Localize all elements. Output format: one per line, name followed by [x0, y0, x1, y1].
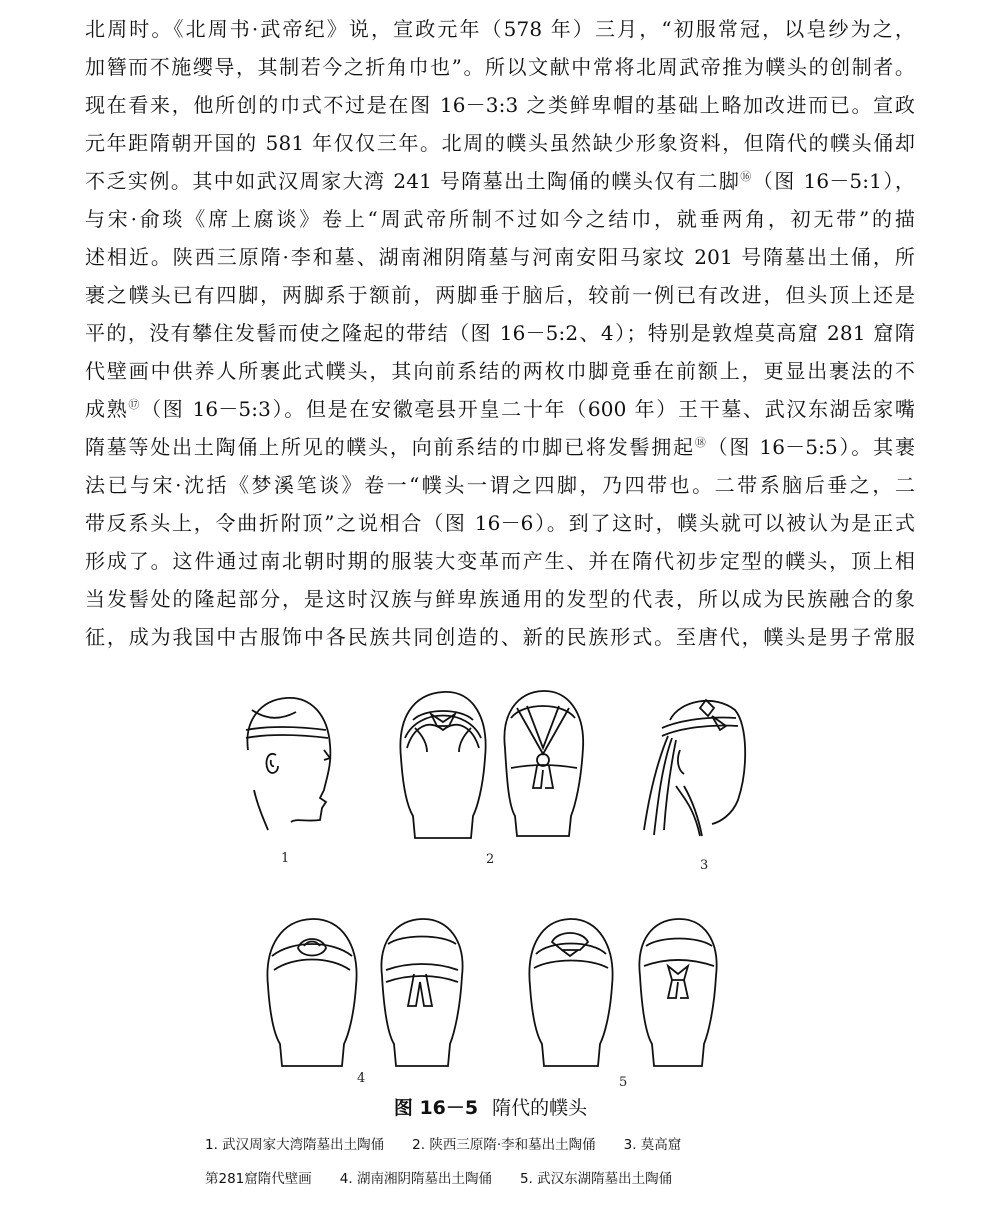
figure-number: 5 [619, 1075, 628, 1090]
text-line: 裹之幞头已有四脚，两脚系于额前，两脚垂于脑后，较前一例已有改进，但头顶上还是 [85, 283, 915, 307]
caption-notes [205, 1167, 700, 1187]
text-line: 征，成为我国中古服饰中各民族共同创造的、新的民族形式。至唐代，幞头是男子常服 [85, 625, 915, 649]
caption-note: 1. 武汉周家大湾隋墓出土陶俑 [205, 1137, 385, 1153]
figure-head-2 [393, 688, 593, 848]
caption-title: 隋代的幞头 [492, 1097, 588, 1119]
caption-notes [205, 1133, 709, 1153]
text-line: 隋墓等处出土陶俑上所见的幞头，向前系结的巾脚已将发髻拥起⑱（图 16－5:5）。其裹 [85, 435, 915, 459]
footnote-ref: ⑱ [694, 436, 708, 449]
figure-number: 1 [281, 851, 290, 866]
caption-note: 第281窟隋代壁画 [205, 1171, 312, 1187]
figure-number: 3 [700, 858, 709, 873]
caption-note: 4. 湖南湘阴隋墓出土陶俑 [339, 1171, 492, 1187]
text-line: 与宋·俞琰《席上腐谈》卷上“周武帝所制不过如今之结巾，就垂两角，初无带”的描 [85, 207, 915, 231]
text-line: 成熟⑰（图 16－5:3）。但是在安徽亳县开皇二十年（600 年）王干墓、武汉东湖岳家嘴 [85, 397, 915, 421]
text-line: 平的，没有攀住发髻而使之隆起的带结（图 16－5:2、4）；特别是敦煌莫高窟 281 窟隋 [85, 321, 915, 345]
figure-head-5 [522, 916, 722, 1071]
footnote-ref: ⑯ [740, 170, 753, 183]
text-line: 现在看来，他所创的巾式不过是在图 16－3:3 之类鲜卑帽的基础上略加改进而已。宣政 [85, 93, 915, 117]
text-line: 法已与宋·沈括《梦溪笔谈》卷一“幞头一谓之四脚，乃四带也。二带系脑后垂之，二 [85, 473, 915, 497]
footnote-ref: ⑰ [128, 398, 142, 411]
caption-note: 3. 莫高窟 [623, 1137, 682, 1153]
figure-head-1 [236, 690, 336, 835]
text-line: 述相近。陕西三原隋·李和墓、湖南湘阴隋墓与河南安阳马家坟 201 号隋墓出土俑，所 [85, 245, 915, 269]
text-line: 代壁画中供养人所裹此式幞头，其向前系结的两枚巾脚竟垂在前额上，更显出裹法的不 [85, 359, 915, 383]
text-line: 不乏实例。其中如武汉周家大湾 241 号隋墓出土陶俑的幞头仅有二脚⑯（图 16－5:1）， [85, 169, 915, 193]
figure-head-3 [640, 690, 750, 840]
figure-caption [0, 1093, 981, 1120]
text-line: 当发髻处的隆起部分，是这时汉族与鲜卑族通用的发型的代表，所以成为民族融合的象 [85, 587, 915, 611]
text-line: 加簪而不施缨导，其制若今之折角巾也”。所以文献中常将北周武帝推为幞头的创制者。 [85, 55, 915, 79]
figure-head-4 [262, 916, 472, 1071]
figure-number: 4 [357, 1071, 366, 1086]
body-text [85, 10, 915, 656]
figure-number: 2 [486, 852, 495, 867]
text-line: 北周时。《北周书·武帝纪》说，宣政元年（578 年）三月，“初服常冠，以皂纱为之， [85, 17, 915, 41]
text-line: 带反系头上，令曲折附顶”之说相合（图 16－6）。到了这时，幞头就可以被认为是正式 [85, 511, 915, 535]
caption-note: 2. 陕西三原隋·李和墓出土陶俑 [412, 1137, 596, 1153]
text-line: 形成了。这件通过南北朝时期的服装大变革而产生、并在隋代初步定型的幞头，顶上相 [85, 549, 915, 573]
caption-note: 5. 武汉东湖隋墓出土陶俑 [519, 1171, 673, 1187]
caption-label: 图 16－5 [393, 1097, 479, 1119]
text-line: 元年距隋朝开国的 581 年仅仅三年。北周的幞头虽然缺少形象资料，但隋代的幞头俑却 [85, 131, 915, 155]
